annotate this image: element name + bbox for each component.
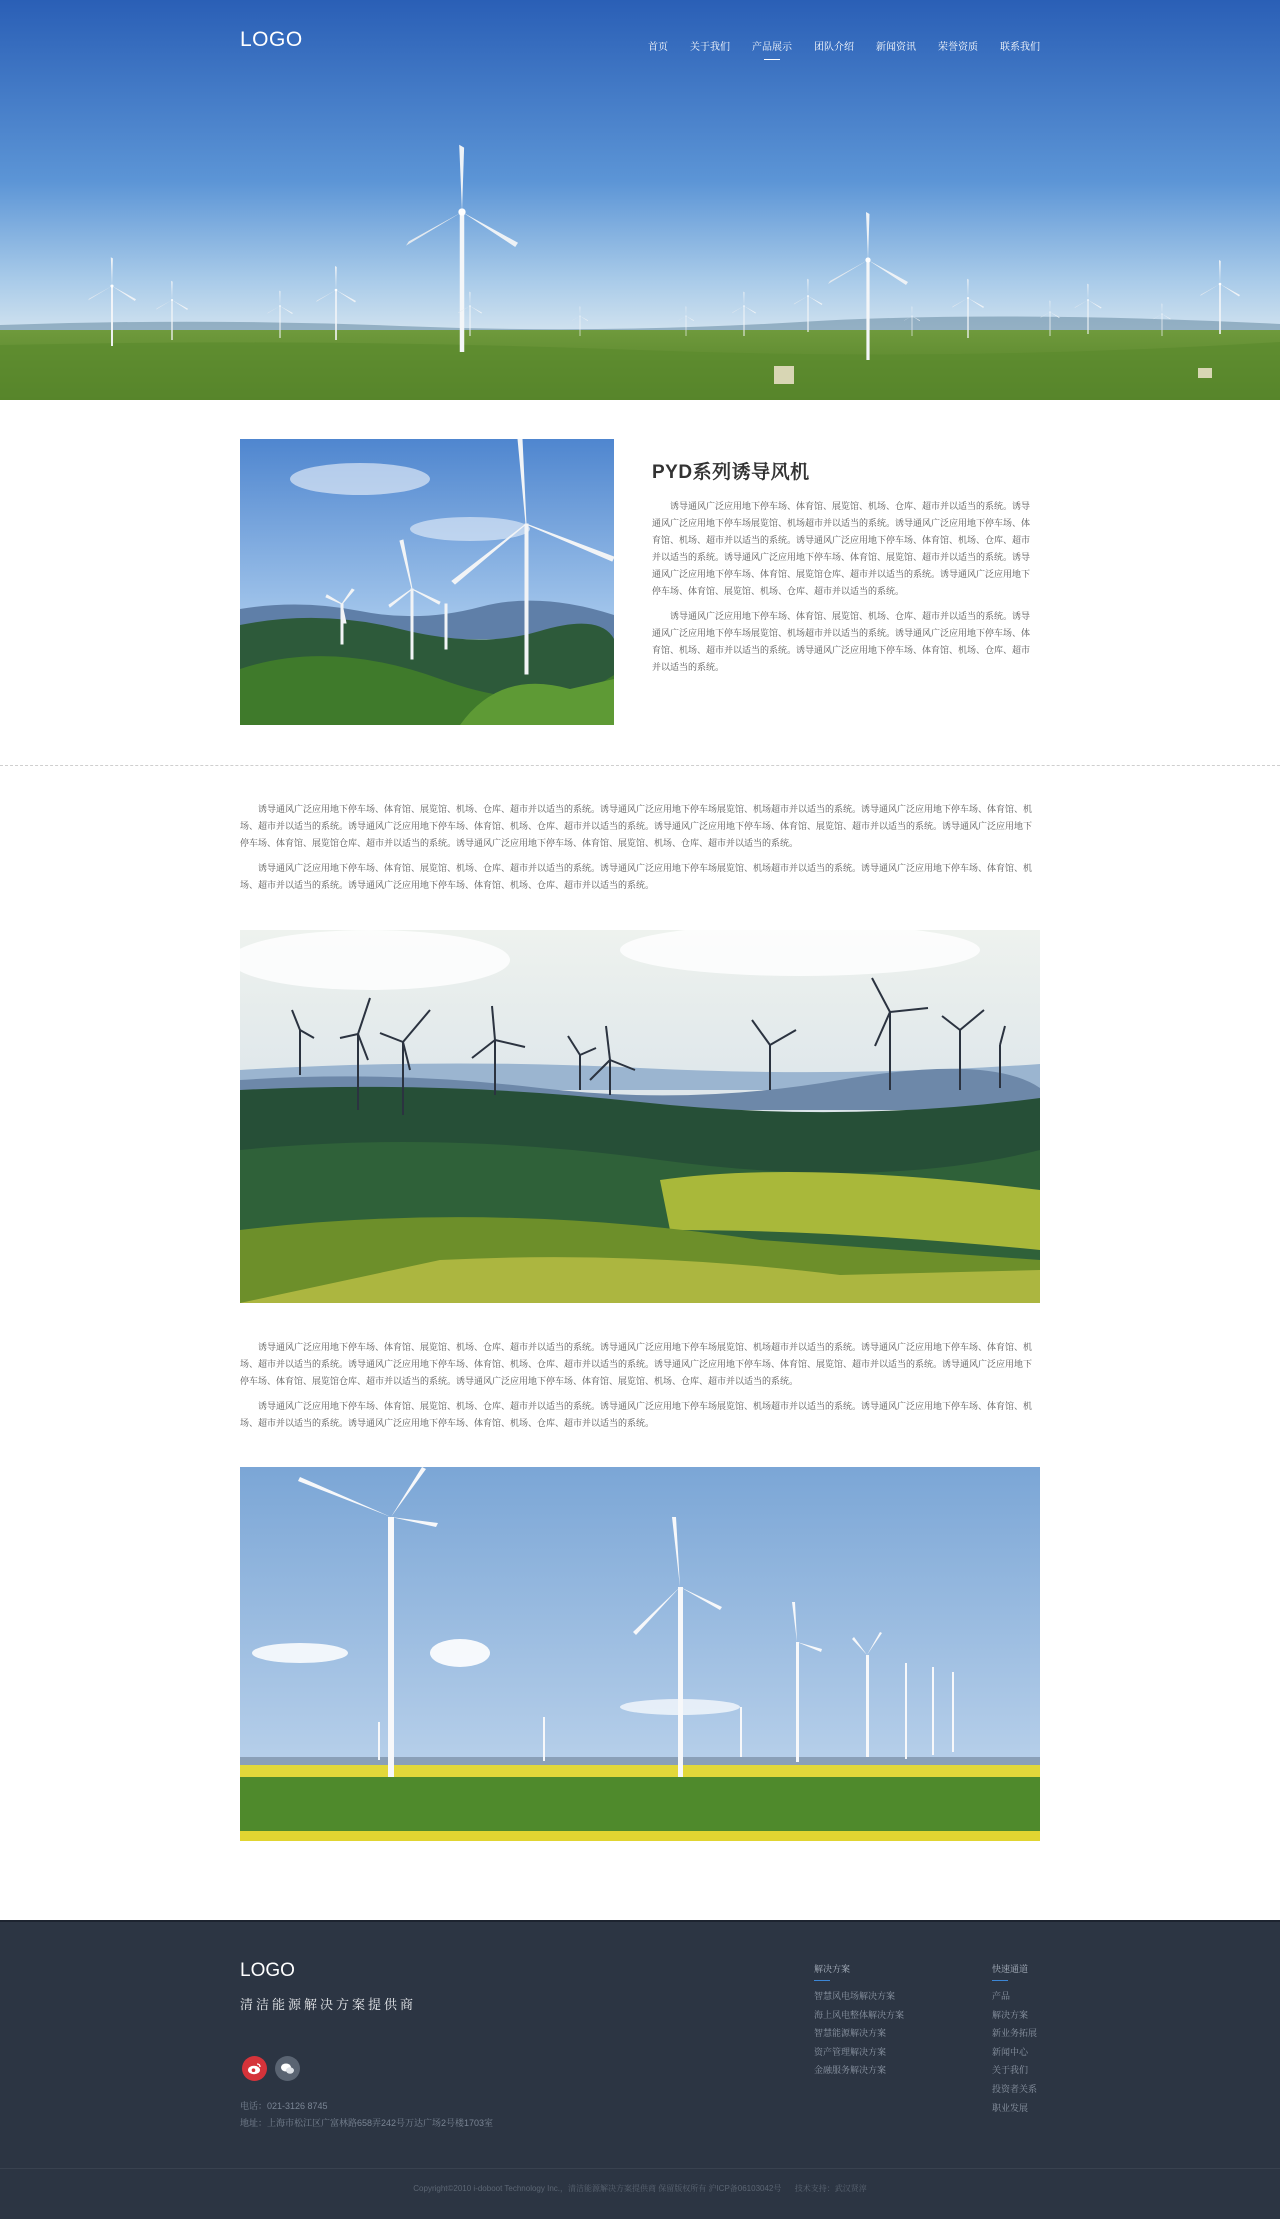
top-navigation xyxy=(0,0,1280,90)
social-links xyxy=(242,2056,300,2081)
footer-link[interactable]: 金融服务解决方案 xyxy=(814,2065,887,2076)
body-paragraph: 诱导通风广泛应用地下停车场、体育馆、展览馆、机场、仓库、超市并以适当的系统。诱导通风广泛应用地下停车场展览馆、机场超市并以适当的系统。诱导通风广泛应用地下停车场、体育馆、机场、超市并以适当的系统。诱导通风广泛应用地下停车场、体育馆、机场、仓库、超市并以适当的系统。诱导通风广泛应用地下停车场、体育馆、展览馆、超市并以适当的系统。诱导通风广泛应用地下停车场、体育馆、展览馆仓库、超市并以适当的系统。诱导通风广泛应用地下停车场、体育馆、展览馆、机场、仓库、超市并以适当的系统。 xyxy=(240,804,1033,848)
weibo-icon[interactable] xyxy=(242,2056,267,2081)
footer-solutions-column xyxy=(814,1962,904,2080)
footer-phone: 电话：021-3126 8745 xyxy=(240,2101,328,2111)
nav-item-news[interactable]: 新闻资讯 xyxy=(876,42,916,53)
section-divider xyxy=(0,765,1280,766)
product-paragraph: 诱导通风广泛应用地下停车场、体育馆、展览馆、机场、仓库、超市并以适当的系统。诱导通风广泛应用地下停车场展览馆、机场超市并以适当的系统。诱导通风广泛应用地下停车场、体育馆、机场、超市并以适当的系统。诱导通风广泛应用地下停车场、体育馆、机场、仓库、超市并以适当的系统。 xyxy=(652,611,1031,672)
product-paragraph: 诱导通风广泛应用地下停车场、体育馆、展览馆、机场、仓库、超市并以适当的系统。诱导通风广泛应用地下停车场展览馆、机场超市并以适当的系统。诱导通风广泛应用地下停车场、体育馆、机场、超市并以适当的系统。诱导通风广泛应用地下停车场、体育馆、机场、仓库、超市并以适当的系统。诱导通风广泛应用地下停车场、体育馆、展览馆、超市并以适当的系统。诱导通风广泛应用地下停车场、体育馆、展览馆仓库、超市并以适当的系统。诱导通风广泛应用地下停车场、体育馆、展览馆、机场、仓库、超市并以适当的系统。 xyxy=(652,501,1031,596)
footer-link[interactable]: 新业务拓展 xyxy=(992,2028,1038,2039)
body-paragraph: 诱导通风广泛应用地下停车场、体育馆、展览馆、机场、仓库、超市并以适当的系统。诱导通风广泛应用地下停车场展览馆、机场超市并以适当的系统。诱导通风广泛应用地下停车场、体育馆、机场、超市并以适当的系统。诱导通风广泛应用地下停车场、体育馆、机场、仓库、超市并以适当的系统。诱导通风广泛应用地下停车场、体育馆、展览馆、超市并以适当的系统。诱导通风广泛应用地下停车场、体育馆、展览馆仓库、超市并以适当的系统。诱导通风广泛应用地下停车场、体育馆、展览馆、机场、仓库、超市并以适当的系统。 xyxy=(240,1342,1033,1386)
product-image xyxy=(240,439,614,725)
footer-link[interactable]: 关于我们 xyxy=(992,2065,1029,2076)
footer-link[interactable]: 职业发展 xyxy=(992,2102,1029,2113)
footer-link[interactable]: 智慧风电场解决方案 xyxy=(814,1991,896,2001)
section-text-2 xyxy=(240,1339,1040,1440)
wind-farm-field-image xyxy=(240,1467,1040,1841)
site-logo[interactable]: LOGO xyxy=(240,28,303,51)
footer-link[interactable]: 新闻中心 xyxy=(992,2046,1029,2057)
tech-support-text[interactable]: 技术支持：武汉贤淳 xyxy=(794,2184,867,2193)
body-paragraph: 诱导通风广泛应用地下停车场、体育馆、展览馆、机场、仓库、超市并以适当的系统。诱导通风广泛应用地下停车场展览馆、机场超市并以适当的系统。诱导通风广泛应用地下停车场、体育馆、机场、超市并以适当的系统。诱导通风广泛应用地下停车场、体育馆、机场、仓库、超市并以适当的系统。 xyxy=(240,1401,1033,1428)
footer-logo[interactable]: LOGO xyxy=(240,1960,295,1981)
footer-slogan: 清洁能源解决方案提供商 xyxy=(240,1998,417,2013)
section-text-1 xyxy=(240,801,1040,902)
product-intro xyxy=(0,400,1280,765)
footer-link[interactable]: 投资者关系 xyxy=(992,2083,1038,2094)
footer-copyright-bar xyxy=(0,2168,1280,2194)
footer-column-title: 快速通道 xyxy=(992,1962,1037,1975)
nav-item-home[interactable]: 首页 xyxy=(648,42,668,53)
site-footer xyxy=(0,1920,1280,2219)
footer-link[interactable]: 海上风电整体解决方案 xyxy=(814,2009,905,2020)
footer-column-title: 解决方案 xyxy=(814,1962,904,1975)
wind-farm-hills-image xyxy=(240,930,1040,1303)
footer-link[interactable]: 解决方案 xyxy=(992,2009,1029,2020)
body-paragraph: 诱导通风广泛应用地下停车场、体育馆、展览馆、机场、仓库、超市并以适当的系统。诱导通风广泛应用地下停车场展览馆、机场超市并以适当的系统。诱导通风广泛应用地下停车场、体育馆、机场、超市并以适当的系统。诱导通风广泛应用地下停车场、体育馆、机场、仓库、超市并以适当的系统。 xyxy=(240,863,1033,890)
footer-link[interactable]: 智慧能源解决方案 xyxy=(814,2028,887,2039)
main-menu xyxy=(626,38,1040,53)
nav-item-products[interactable]: 产品展示 xyxy=(752,38,792,53)
nav-item-contact[interactable]: 联系我们 xyxy=(1000,42,1040,53)
hero-banner xyxy=(0,0,1280,400)
nav-item-team[interactable]: 团队介绍 xyxy=(814,42,854,53)
product-title: PYD系列诱导风机 xyxy=(652,462,810,483)
footer-quicklinks-column xyxy=(992,1962,1037,2117)
product-description xyxy=(652,498,1038,684)
footer-link[interactable]: 资产管理解决方案 xyxy=(814,2046,887,2057)
footer-link[interactable]: 产品 xyxy=(992,1991,1011,2001)
footer-contact xyxy=(240,2098,493,2132)
nav-item-about[interactable]: 关于我们 xyxy=(690,42,730,53)
nav-item-honors[interactable]: 荣誉资质 xyxy=(938,42,978,53)
copyright-text: Copyright©2010 i-doboot Technology Inc.，清洁能源解决方案提供商 保留版权所有 沪ICP备06103042号 xyxy=(413,2184,782,2193)
wechat-icon[interactable] xyxy=(275,2056,300,2081)
footer-address: 地址：上海市松江区广富林路658弄242号万达广场2号楼1703室 xyxy=(240,2118,494,2128)
